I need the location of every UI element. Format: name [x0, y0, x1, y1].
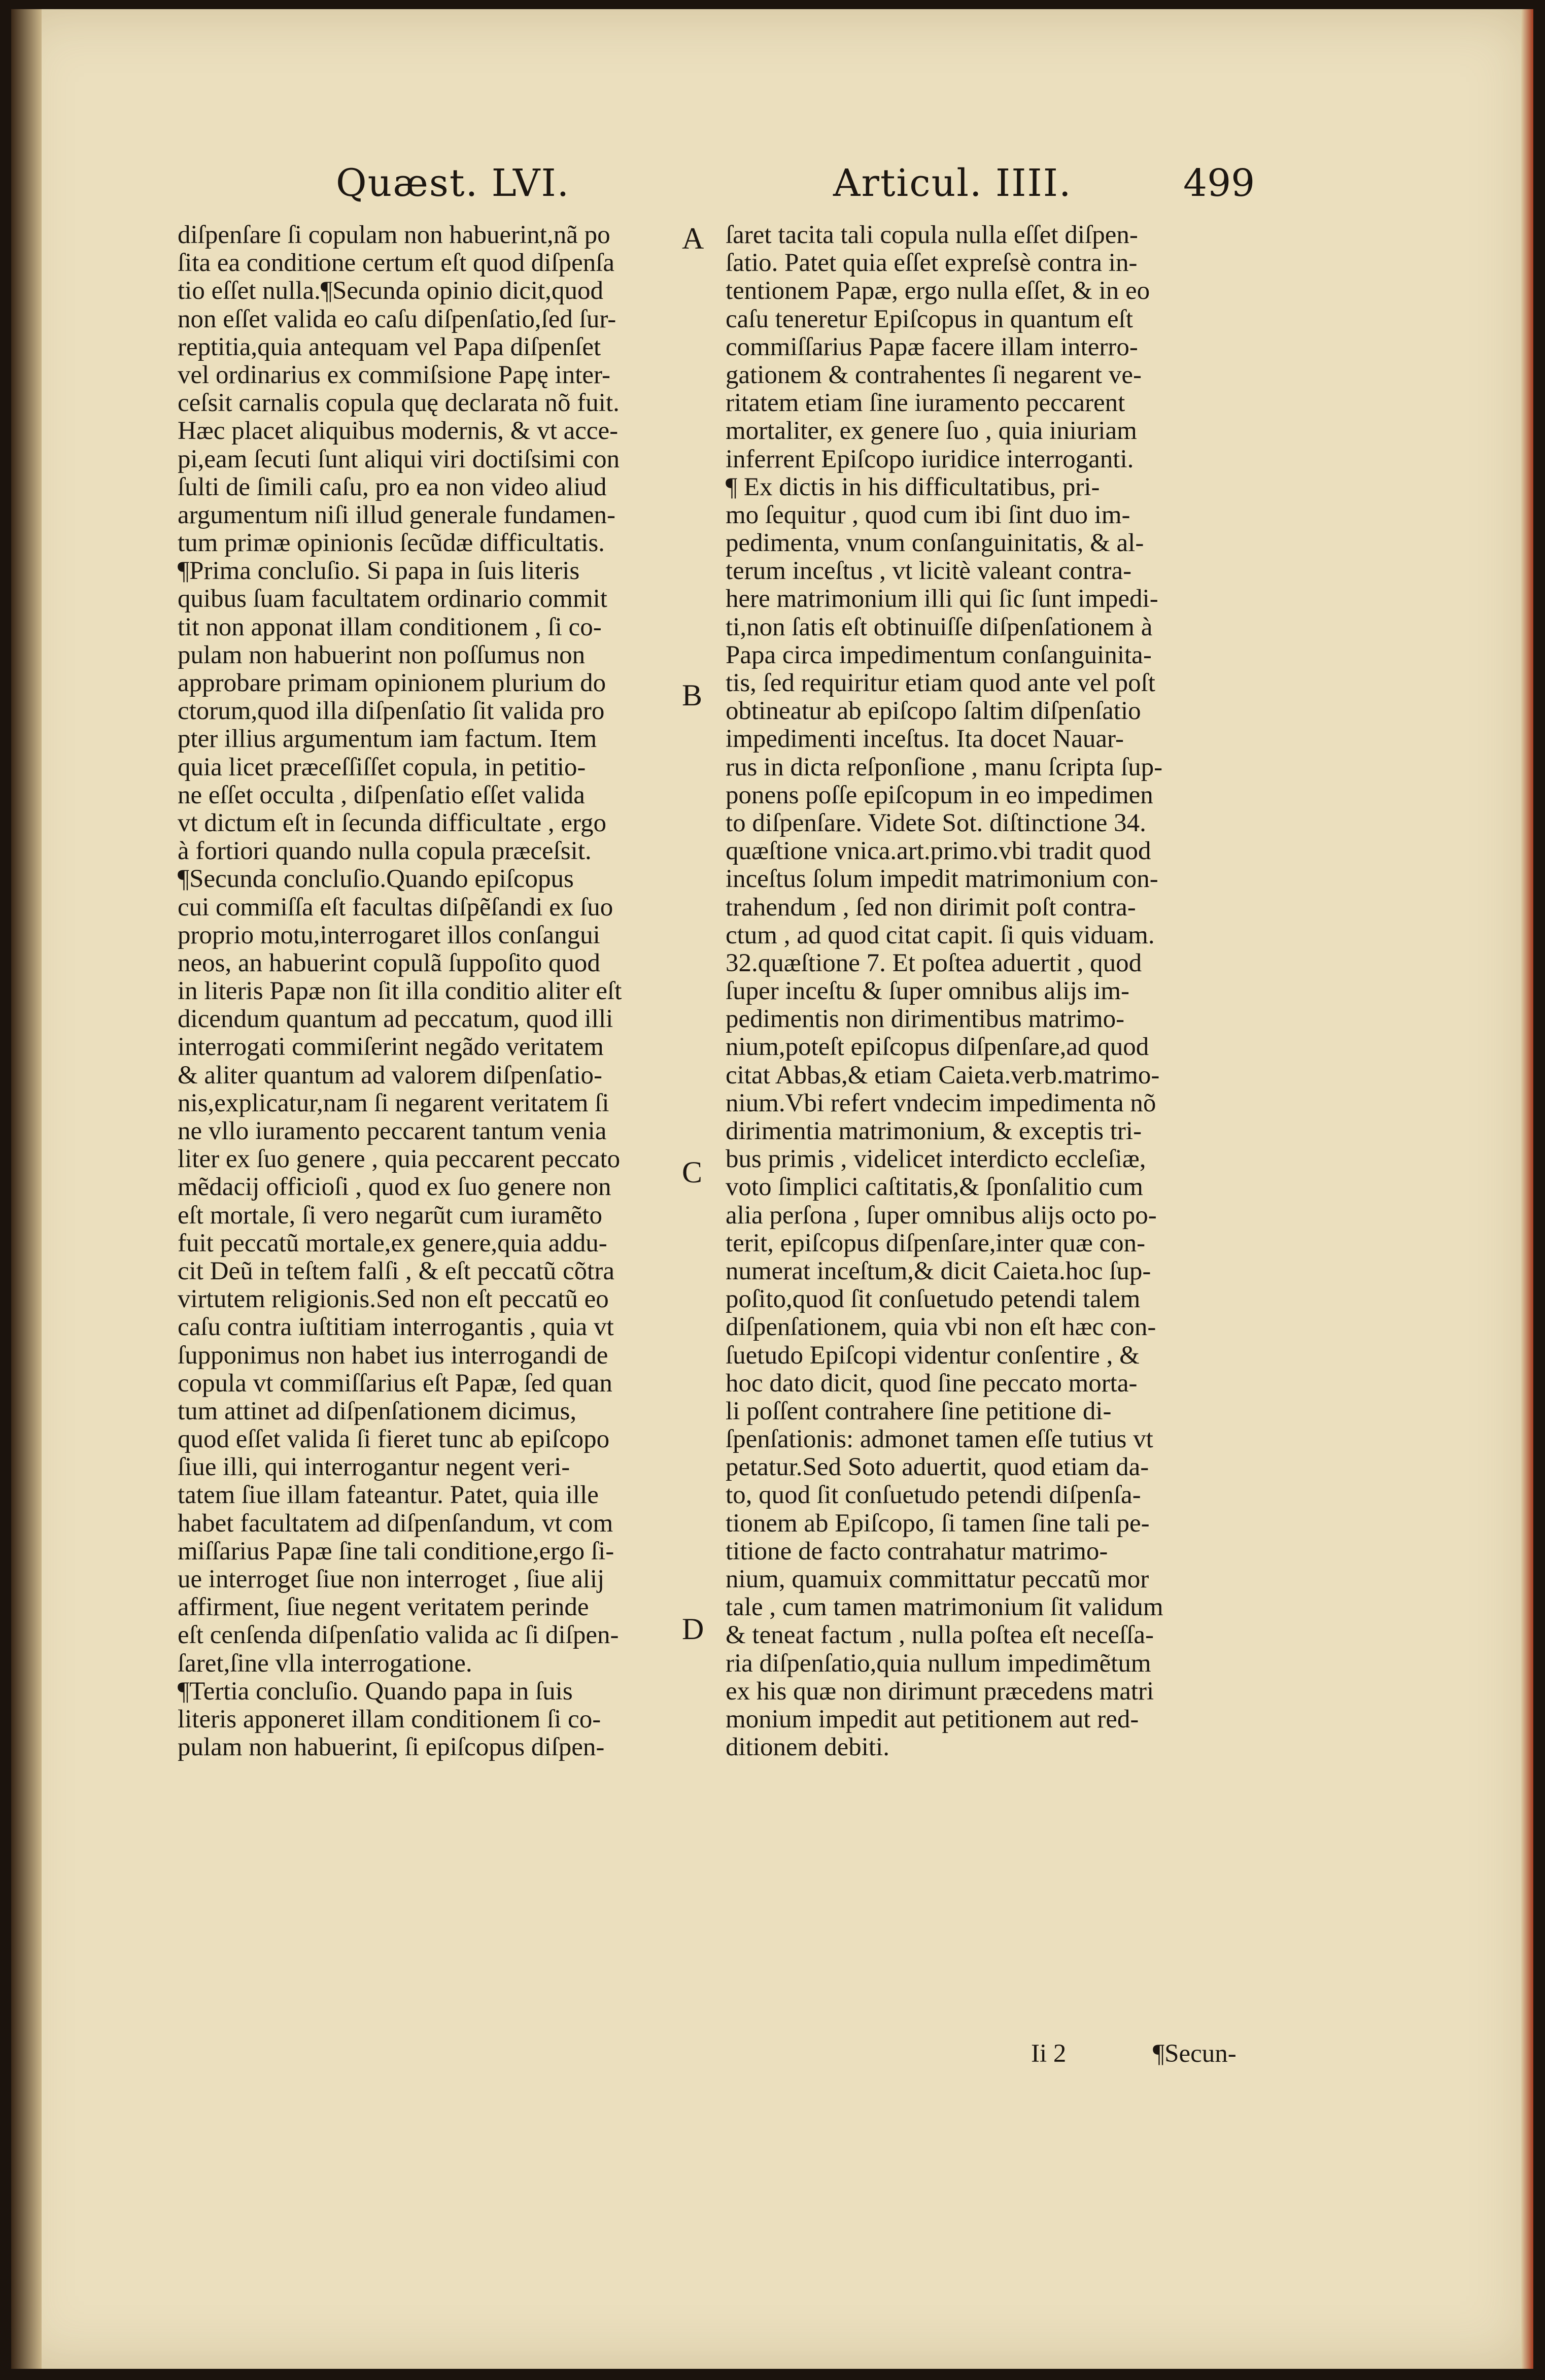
text-line: tis, ſed requiritur etiam quod ante vel poſt — [726, 669, 1155, 697]
text-line: tum primæ opinionis ſecũdæ difficultatis. — [178, 529, 605, 558]
text-line: citat Abbas,& etiam Caieta.verb.matrimo- — [726, 1061, 1160, 1090]
text-line: ditionem debiti. — [726, 1733, 889, 1762]
text-line: inceſtus ſolum impedit matrimonium con- — [726, 865, 1158, 894]
text-line: terit, epiſcopus diſpenſare,inter quæ con- — [726, 1229, 1146, 1257]
text-line: ceſsit carnalis copula quę declarata nõ fuit. — [178, 389, 620, 418]
right-text-column — [726, 221, 1263, 1761]
text-line: interrogati commiſerint negãdo veritatem — [178, 1033, 604, 1062]
text-line: ¶Prima concluſio. Si papa in ſuis literis — [178, 557, 580, 586]
text-line: & teneat factum , nulla poſtea eſt neceſſa- — [726, 1621, 1154, 1650]
text-line: caſu teneretur Epiſcopus in quantum eſt — [726, 305, 1134, 333]
text-line: ritatem etiam ſine iuramento peccarent — [726, 389, 1125, 418]
text-line: ¶ Ex dictis in his difficultatibus, pri- — [726, 473, 1100, 501]
text-line: petatur.Sed Soto aduertit, quod etiam da- — [726, 1453, 1149, 1482]
text-line: 32.quæſtione 7. Et poſtea aduertit , quod — [726, 949, 1142, 977]
text-line: ¶Secunda concluſio.Quando epiſcopus — [178, 865, 574, 894]
text-line: Papa circa impedimentum conſanguinita- — [726, 641, 1152, 669]
text-line: ex his quæ non dirimunt præcedens matri — [726, 1677, 1154, 1706]
text-line: tio eſſet nulla.¶Secunda opinio dicit,quod — [178, 277, 603, 305]
text-line: cui commiſſa eſt facultas diſpẽſandi ex ſuo — [178, 893, 613, 922]
text-line: mo ſequitur , quod cum ibi ſint duo im- — [726, 501, 1130, 529]
margin-letter-a: A — [682, 222, 704, 255]
text-line: dirimentia matrimonium, & exceptis tri- — [726, 1117, 1142, 1145]
text-line: virtutem religionis.Sed non eſt peccatũ eo — [178, 1285, 609, 1314]
running-head — [11, 156, 1533, 212]
folio-number: 499 — [1183, 161, 1255, 205]
text-line: ¶Tertia concluſio. Quando papa in ſuis — [178, 1677, 573, 1706]
text-line: mẽdacij officioſi , quod ex ſuo genere non — [178, 1173, 611, 1202]
running-head-question: Quæst. LVI. — [336, 161, 570, 205]
text-line: argumentum niſi illud generale fundamen- — [178, 501, 615, 529]
text-line: pedimentis non dirimentibus matrimo- — [726, 1005, 1125, 1034]
text-line: ſaret tacita tali copula nulla eſſet diſpen- — [726, 221, 1138, 249]
text-line: dicendum quantum ad peccatum, quod illi — [178, 1005, 613, 1034]
text-line: pter illius argumentum iam factum. Item — [178, 725, 597, 754]
text-line: rus in dicta reſponſione , manu ſcripta ſup- — [726, 753, 1163, 781]
text-line: hoc dato dicit, quod ſine peccato morta- — [726, 1369, 1138, 1398]
text-line: tionem ab Epiſcopo, ſi tamen ſine tali pe- — [726, 1509, 1150, 1538]
text-line: caſu contra iuſtitiam interrogantis , quia vt — [178, 1313, 614, 1342]
text-line: inferrent Epiſcopo iuridice interroganti. — [726, 445, 1134, 473]
text-line: quibus ſuam facultatem ordinario commit — [178, 585, 607, 614]
text-line: titione de facto contrahatur matrimo- — [726, 1537, 1108, 1566]
text-line: terum inceſtus , vt licitè valeant contra- — [726, 557, 1132, 586]
text-line: poſito,quod ſit conſuetudo petendi talem — [726, 1285, 1141, 1314]
text-line: non eſſet valida eo caſu diſpenſatio,ſed ſur- — [178, 305, 616, 333]
text-line: obtineatur ab epiſcopo ſaltim diſpenſatio — [726, 697, 1141, 726]
text-line: habet facultatem ad diſpenſandum, vt com — [178, 1509, 613, 1538]
text-line: impedimenti inceſtus. Ita docet Nauar- — [726, 725, 1124, 754]
text-line: li poſſent contrahere ſine petitione di- — [726, 1397, 1112, 1425]
text-line: tit non apponat illam conditionem , ſi co- — [178, 613, 602, 641]
text-line: nis,explicatur,nam ſi negarent veritatem ſi — [178, 1089, 609, 1117]
page-gutter — [11, 9, 42, 2369]
text-line: approbare primam opinionem plurium do — [178, 669, 606, 697]
text-line: ctum , ad quod citat capit. ſi quis viduam. — [726, 921, 1155, 949]
text-line: ſuetudo Epiſcopi videntur conſentire , & — [726, 1341, 1140, 1370]
text-line: mortaliter, ex genere ſuo , quia iniuriam — [726, 417, 1137, 446]
margin-letter-b: B — [682, 678, 703, 712]
text-line: ſulti de ſimili caſu, pro ea non video aliud — [178, 473, 607, 501]
text-line: ſiue illi, qui interrogantur negent veri- — [178, 1453, 570, 1482]
text-line: liter ex ſuo genere , quia peccarent peccato — [178, 1145, 621, 1174]
running-head-article: Articul. IIII. — [833, 161, 1072, 205]
text-line: eſt cenſenda diſpenſatio valida ac ſi diſpen- — [178, 1621, 619, 1650]
text-line: in literis Papæ non ſit illa conditio aliter eſt — [178, 977, 622, 1006]
catchword: ¶Secun- — [1153, 2039, 1237, 2068]
text-line: tatem ſiue illam fateantur. Patet, quia ille — [178, 1481, 599, 1510]
text-line: here matrimonium illi qui ſic ſunt impedi- — [726, 585, 1158, 614]
text-line: eſt mortale, ſi vero negarũt cum iuramẽto — [178, 1201, 602, 1230]
text-line: proprio motu,interrogaret illos conſangui — [178, 921, 600, 949]
text-line: vt dictum eſt in ſecunda difficultate , ergo — [178, 809, 607, 837]
text-line: reptitia,quia antequam vel Papa diſpenſet — [178, 333, 601, 361]
text-line: numerat inceſtum,& dicit Caieta.hoc ſup- — [726, 1257, 1151, 1285]
left-text-column — [178, 221, 715, 1761]
text-line: ne eſſet occulta , diſpenſatio eſſet valida — [178, 781, 585, 809]
text-line: nium.Vbi refert vndecim impedimenta nõ — [726, 1089, 1156, 1117]
text-line: ſpenſationis: admonet tamen eſſe tutius vt — [726, 1425, 1153, 1454]
text-line: tum attinet ad diſpenſationem dicimus, — [178, 1397, 577, 1425]
text-line: cit Deũ in teſtem falſi , & eſt peccatũ cõtra — [178, 1257, 614, 1285]
text-line: ſita ea conditione certum eſt quod diſpenſa — [178, 249, 615, 278]
text-line: tale , cum tamen matrimonium ſit validum — [726, 1593, 1163, 1622]
text-line: & aliter quantum ad valorem diſpenſatio- — [178, 1061, 602, 1090]
text-line: pedimenta, vnum conſanguinitatis, & al- — [726, 529, 1144, 558]
text-line: miſſarius Papæ ſine tali conditione,ergo ſi- — [178, 1537, 614, 1566]
text-line: nium,poteſt epiſcopus diſpenſare,ad quod — [726, 1033, 1149, 1062]
text-line: alia perſona , ſuper omnibus alijs octo po- — [726, 1201, 1157, 1230]
text-line: monium impedit aut petitionem aut red- — [726, 1705, 1139, 1733]
text-line: quæſtione vnica.art.primo.vbi tradit quod — [726, 837, 1151, 866]
text-line: gationem & contrahentes ſi negarent ve- — [726, 361, 1142, 389]
text-line: ſaret,ſine vlla interrogatione. — [178, 1649, 472, 1678]
text-line: affirment, ſiue negent veritatem perinde — [178, 1593, 589, 1622]
text-line: pulam non habuerint, ſi epiſcopus diſpen- — [178, 1733, 605, 1762]
text-line: diſpenſationem, quia vbi non eſt hæc con- — [726, 1313, 1156, 1342]
book-page — [11, 9, 1533, 2369]
text-line: Hæc placet aliquibus modernis, & vt acce- — [178, 417, 619, 446]
signature-mark: Ii 2 — [1031, 2039, 1067, 2068]
text-line: literis apponeret illam conditionem ſi co- — [178, 1705, 601, 1733]
text-line: copula vt commiſſarius eſt Papæ, ſed quan — [178, 1369, 612, 1398]
text-line: ponens poſſe epiſcopum in eo impedimen — [726, 781, 1153, 809]
text-line: to, quod ſit conſuetudo petendi diſpenſa- — [726, 1481, 1141, 1510]
page-edge — [1521, 9, 1533, 2369]
text-line: ſatio. Patet quia eſſet expreſsè contra in- — [726, 249, 1138, 278]
text-line: ne vllo iuramento peccarent tantum venia — [178, 1117, 607, 1145]
text-line: pi,eam ſecuti ſunt aliqui viri doctiſsimi con — [178, 445, 620, 473]
text-line: to diſpenſare. Videte Sot. diſtinctione 34. — [726, 809, 1146, 837]
text-line: vel ordinarius ex commiſsione Papę inter- — [178, 361, 611, 389]
text-line: trahendum , ſed non dirimit poſt contra- — [726, 893, 1136, 922]
text-line: bus primis , videlicet interdicto eccleſiæ, — [726, 1145, 1146, 1174]
text-line: tentionem Papæ, ergo nulla eſſet, & in eo — [726, 277, 1150, 305]
text-line: ſupponimus non habet ius interrogandi de — [178, 1341, 608, 1370]
text-line: nium, quamuix committatur peccatũ mor — [726, 1566, 1149, 1593]
text-line: ria diſpenſatio,quia nullum impedimẽtum — [726, 1649, 1151, 1678]
text-line: pulam non habuerint non poſſumus non — [178, 641, 586, 669]
text-line: voto ſimplici caſtitatis,& ſponſalitio cum — [726, 1173, 1143, 1202]
text-line: commiſſarius Papæ facere illam interro- — [726, 333, 1138, 361]
text-line: quod eſſet valida ſi fieret tunc ab epiſcopo — [178, 1425, 610, 1454]
text-line: ue interroget ſiue non interroget , ſiue alij — [178, 1566, 605, 1593]
text-line: neos, an habuerint copulã ſuppoſito quod — [178, 949, 600, 977]
text-line: ctorum,quod illa diſpenſatio ſit valida pro — [178, 697, 605, 726]
text-line: ſuper inceſtu & ſuper omnibus alijs im- — [726, 977, 1130, 1006]
text-line: diſpenſare ſi copulam non habuerint,nã po — [178, 221, 610, 249]
text-line: ti,non ſatis eſt obtinuiſſe diſpenſationem à — [726, 613, 1153, 641]
margin-letter-d: D — [682, 1612, 704, 1646]
text-line: fuit peccatũ mortale,ex genere,quia addu- — [178, 1229, 607, 1257]
text-line: à fortiori quando nulla copula præceſsit. — [178, 837, 592, 866]
text-line: quia licet præceſſiſſet copula, in petitio- — [178, 753, 586, 781]
margin-letter-c: C — [682, 1155, 703, 1189]
